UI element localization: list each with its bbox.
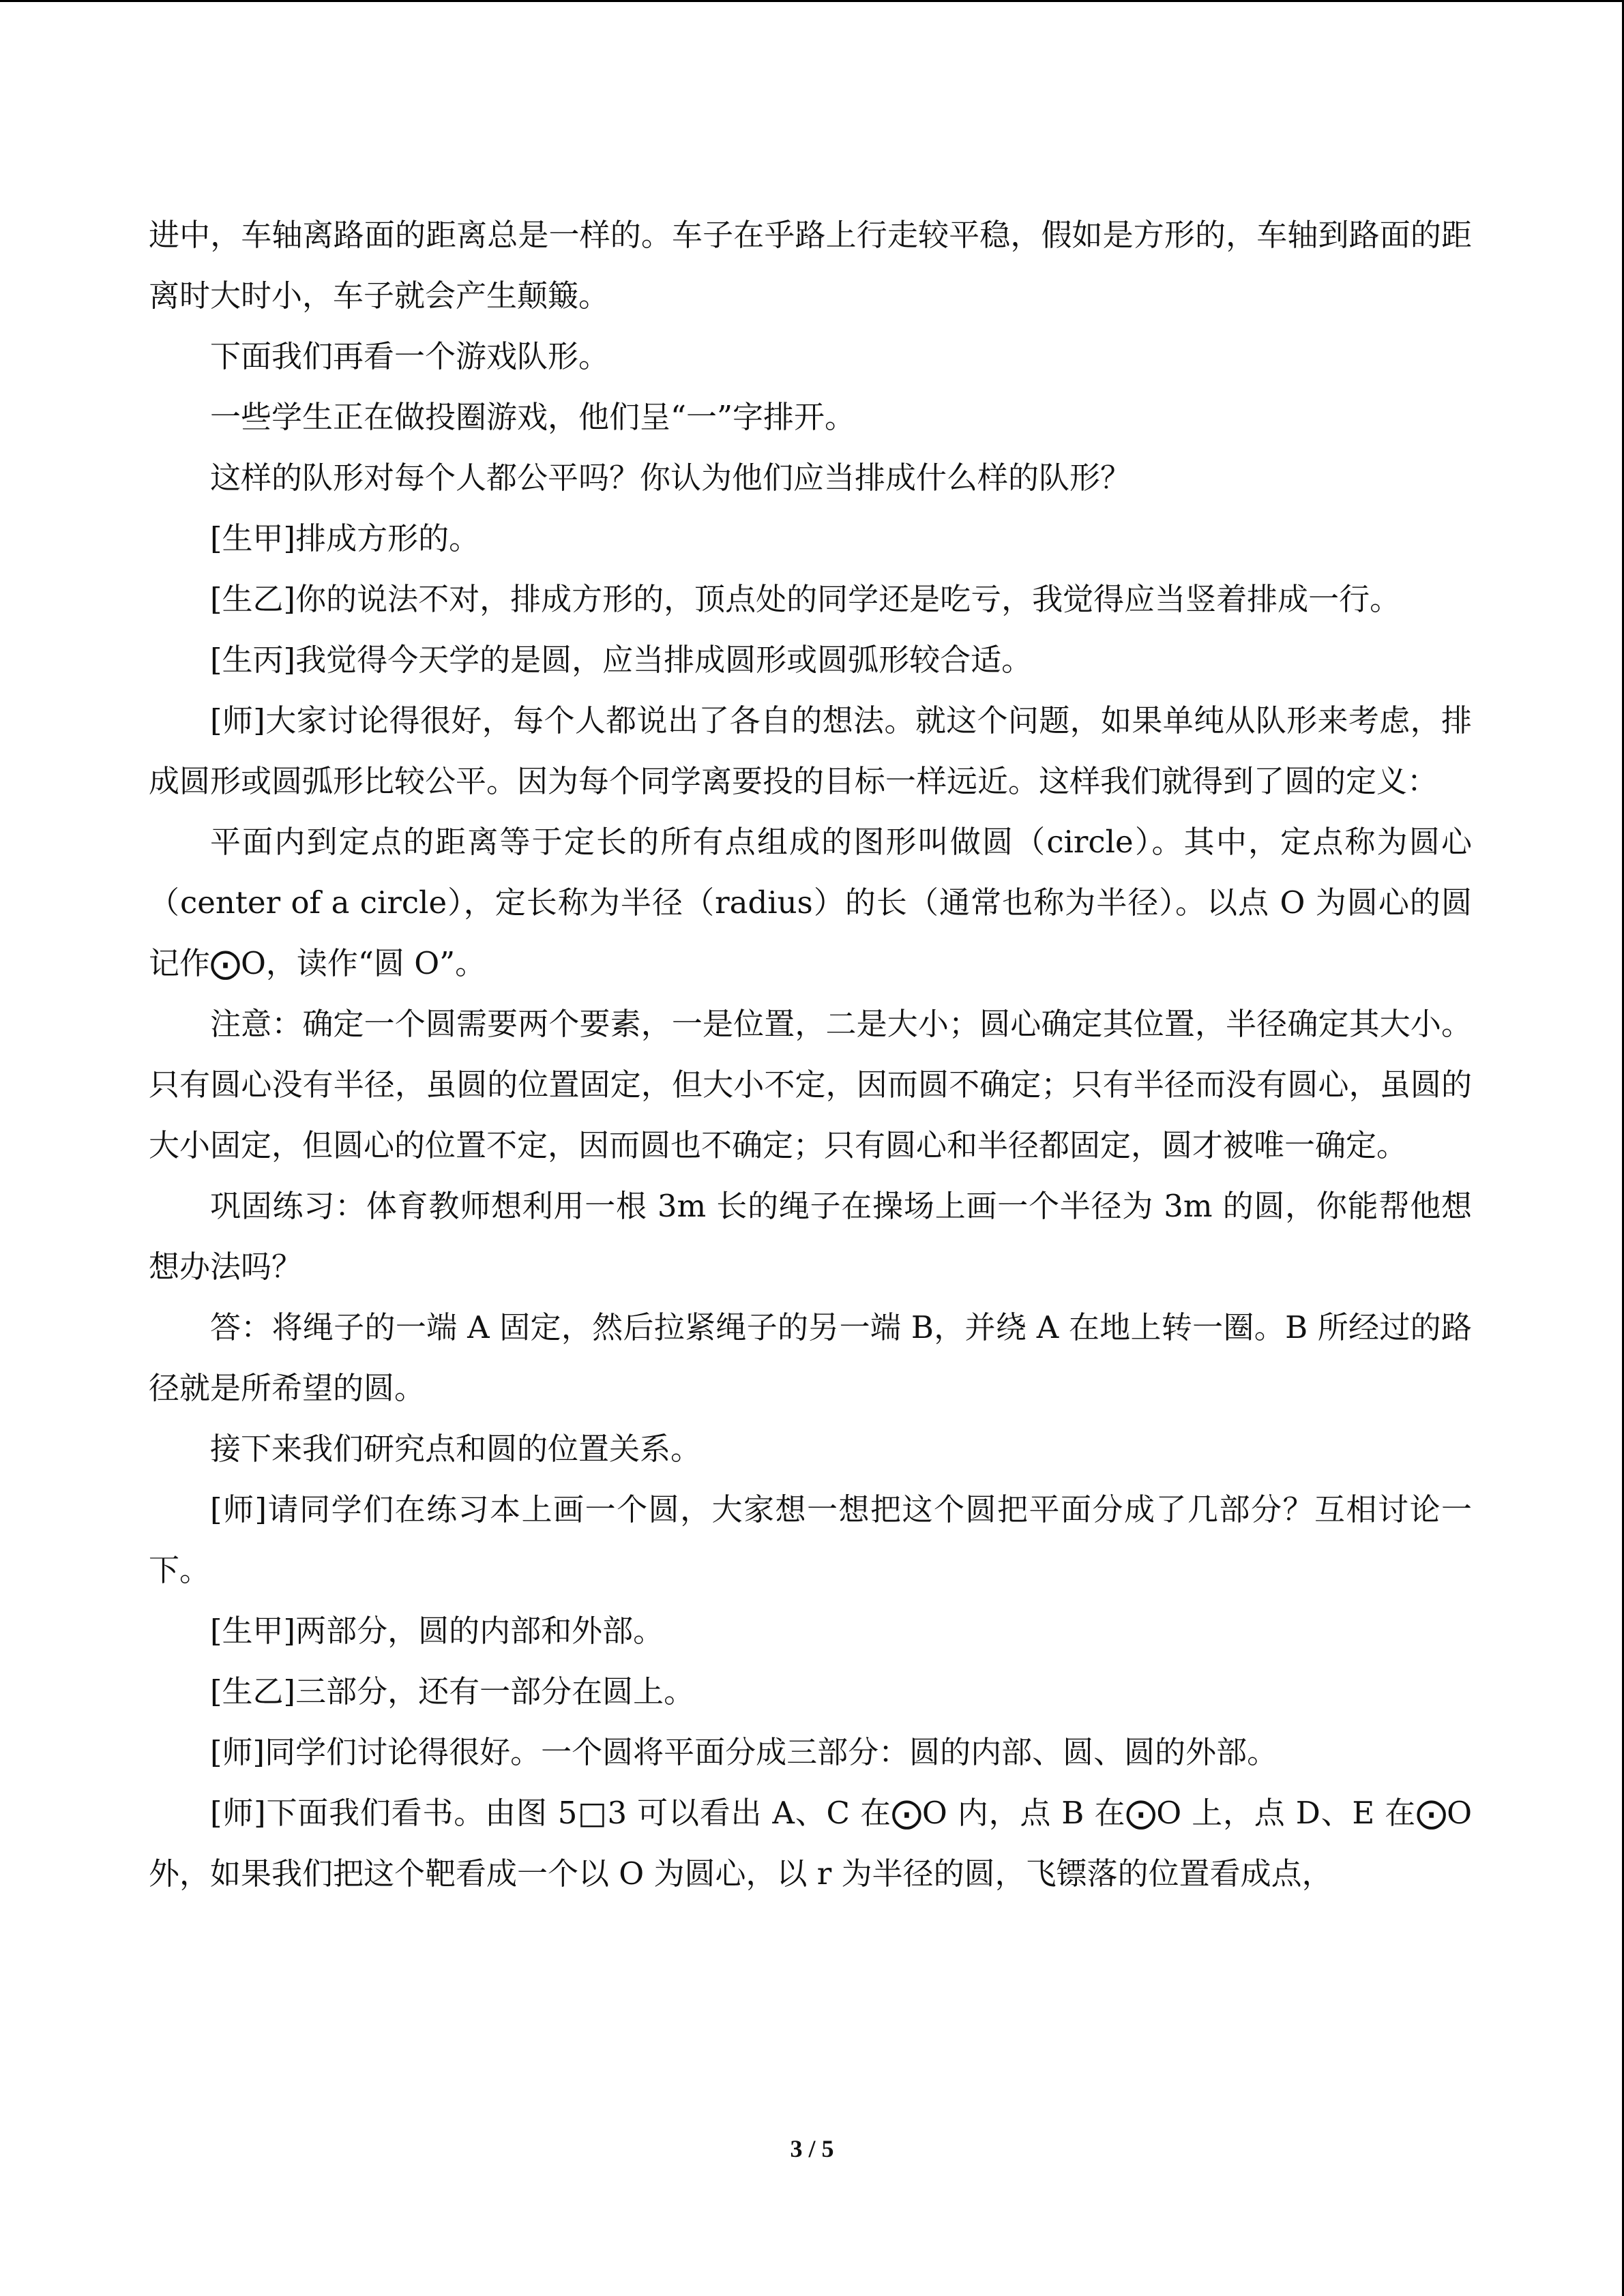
page-number: 3 / 5 xyxy=(790,2135,834,2162)
paragraph-7: [生丙]我觉得今天学的是圆，应当排成圆形或圆弧形较合适。 xyxy=(210,642,1033,678)
paragraph-9: 平面内到定点的距离等于定长的所有点组成的图形叫做圆（circle）。其中，定点称为圆心（center of a circle），定长称为半径（radius）的长（通常也称为半径）。以点 O 为圆心的圆记作⨀O，读作“圆 O”。 xyxy=(149,824,1472,981)
paragraph-14: [师]请同学们在练习本上画一个圆，大家想一想把这个圆把平面分成了几部分？互相讨论一下。 xyxy=(149,1491,1472,1588)
paragraph-3: 一些学生正在做投圈游戏，他们呈“一”字排开。 xyxy=(210,399,856,435)
paragraph-8: [师]大家讨论得很好，每个人都说出了各自的想法。就这个问题，如果单纯从队形来考虑，排成圆形或圆弧形比较公平。因为每个同学离要投的目标一样远近。这样我们就得到了圆的定义： xyxy=(149,702,1472,799)
body-text xyxy=(149,205,1472,1904)
paragraph-5: [生甲]排成方形的。 xyxy=(210,520,480,556)
paragraph-15: [生甲]两部分，圆的内部和外部。 xyxy=(210,1613,664,1649)
page-border-top xyxy=(0,0,1624,2)
paragraph-13: 接下来我们研究点和圆的位置关系。 xyxy=(210,1431,702,1467)
paragraph-4: 这样的队形对每个人都公平吗？你认为他们应当排成什么样的队形？ xyxy=(210,460,1132,496)
paragraph-6: [生乙]你的说法不对，排成方形的，顶点处的同学还是吃亏，我觉得应当竖着排成一行。 xyxy=(210,581,1401,617)
paragraph-12: 答：将绳子的一端 A 固定，然后拉紧绳子的另一端 B，并绕 A 在地上转一圈。B 所经过的路径就是所希望的圆。 xyxy=(149,1309,1472,1406)
paragraph-17: [师]同学们讨论得很好。一个圆将平面分成三部分：圆的内部、圆、圆的外部。 xyxy=(210,1734,1278,1770)
paragraph-10: 注意：确定一个圆需要两个要素，一是位置，二是大小；圆心确定其位置，半径确定其大小。只有圆心没有半径，虽圆的位置固定，但大小不定，因而圆不确定；只有半径而没有圆心，虽圆的大小固定，但圆心的位置不定，因而圆也不确定；只有圆心和半径都固定，圆才被唯一确定。 xyxy=(149,1006,1472,1163)
paragraph-2: 下面我们再看一个游戏队形。 xyxy=(210,338,610,374)
paragraph-16: [生乙]三部分，还有一部分在圆上。 xyxy=(210,1673,695,1710)
paragraph-1: 进中，车轴离路面的距离总是一样的。车子在乎路上行走较平稳，假如是方形的，车轴到路面的距离时大时小，车子就会产生颠簸。 xyxy=(149,217,1472,314)
paragraph-11: 巩固练习：体育教师想利用一根 3m 长的绳子在操场上画一个半径为 3m 的圆，你能帮他想想办法吗？ xyxy=(149,1188,1472,1285)
paragraph-18: [师]下面我们看书。由图 5□3 可以看出 A、C 在⨀O 内，点 B 在⨀O 上，点 D、E 在⨀O 外，如果我们把这个靶看成一个以 O 为圆心，以 r 为半径的圆，飞镖落的位置看成点， xyxy=(149,1795,1472,1892)
